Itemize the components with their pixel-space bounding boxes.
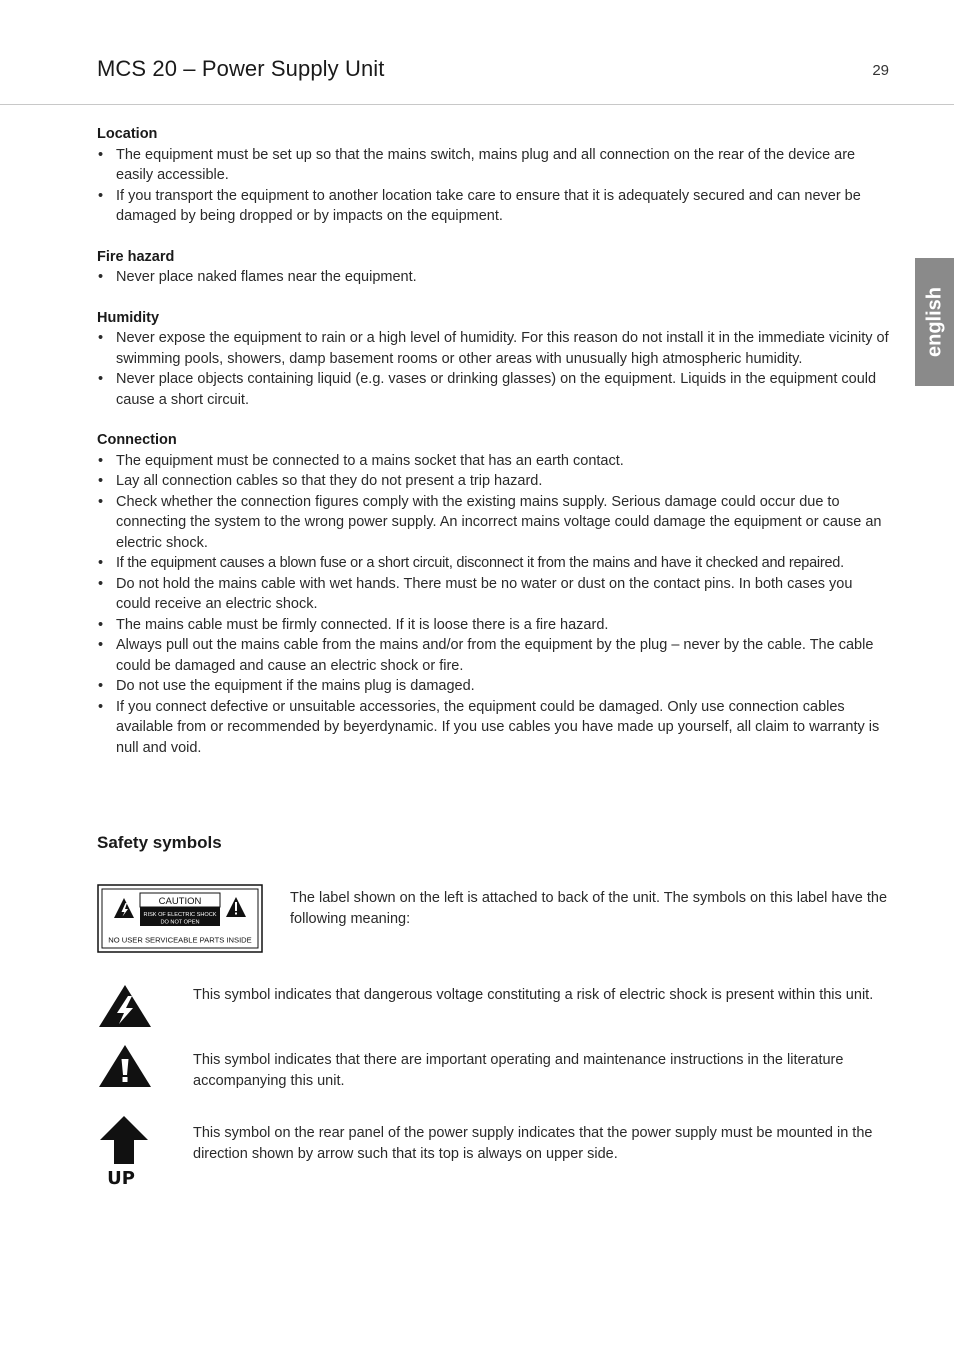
bullet-list	[97, 145, 889, 227]
list-item: • If you connect defective or unsuitable accessories, the equipment could be damaged. Only use connection cables available from or recommended by beyerdynamic. If you use cables you have made up yourself, all claim to warranty is null and void.	[97, 697, 889, 759]
section-heading: Connection	[97, 432, 177, 448]
list-item: • The equipment must be connected to a mains socket that has an earth contact.	[97, 451, 889, 472]
list-item: • If the equipment causes a blown fuse or a short circuit, disconnect it from the mains and have it checked and repaired.	[97, 553, 889, 574]
list-item: • The mains cable must be firmly connected. If it is loose there is a fire hazard.	[97, 615, 889, 636]
section-heading: Fire hazard	[97, 248, 175, 265]
bullet-list	[97, 328, 889, 410]
safety-instructions	[97, 124, 889, 778]
risk-text: RISK OF ELECTRIC SHOCK	[143, 912, 217, 918]
list-item: • The equipment must be set up so that the mains switch, mains plug and all connection on the rear of the device are easily accessible.	[97, 145, 889, 186]
list-item: • Never place objects containing liquid (e.g. vases or drinking glasses) on the equipment. Liquids in the equipment could cause a short circuit.	[97, 369, 889, 410]
label-footer-text: NO USER SERVICEABLE PARTS INSIDE	[108, 935, 252, 945]
list-item: • Never place naked flames near the equipment.	[97, 267, 889, 288]
caution-text: CAUTION	[158, 896, 202, 907]
symbol-description: This symbol indicates that there are important operating and maintenance instructions in the literature accompanying this unit.	[193, 1052, 844, 1089]
list-item: • Always pull out the mains cable from the mains and/or from the equipment by the plug – never by the cable. The cable could be damaged and cause an electric shock or fire.	[97, 635, 889, 676]
list-item: • Do not hold the mains cable with wet hands. There must be no water or dust on the contact pins. In both cases you could receive an electric shock.	[97, 574, 889, 615]
list-item: • Do not use the equipment if the mains plug is damaged.	[97, 676, 889, 697]
language-tab-label: english	[923, 286, 945, 358]
list-item: • If you transport the equipment to another location take care to ensure that it is adequately secured and can never be damaged by being dropped or by impacts on the equipment.	[97, 186, 889, 227]
do-not-open-text: DO NOT OPEN	[160, 919, 200, 926]
lightning-warning-icon	[98, 984, 152, 1028]
bullet-list	[97, 267, 889, 288]
language-tab	[915, 258, 954, 386]
page-title: MCS 20 – Power Supply Unit	[97, 56, 385, 81]
bullet-list	[97, 451, 889, 759]
section-location	[97, 124, 889, 227]
list-item: • Never expose the equipment to rain or a high level of humidity. For this reason do not install it in the immediate vicinity of swimming pools, showers, damp basement rooms or other areas with unusually high atmospheric humidity.	[97, 328, 889, 369]
label-description: The label shown on the left is attached to back of the unit. The symbols on this label have the following meaning:	[290, 890, 888, 927]
section-humidity	[97, 308, 889, 411]
header-divider	[0, 104, 954, 105]
safety-symbols-heading: Safety symbols	[97, 833, 222, 852]
page-number: 29	[872, 62, 889, 79]
list-item: • Lay all connection cables so that they do not present a trip hazard.	[97, 471, 889, 492]
symbol-description: This symbol on the rear panel of the power supply indicates that the power supply must be mounted in the direction shown by arrow such that its top is always on upper side.	[193, 1125, 873, 1162]
up-arrow-icon	[98, 1115, 152, 1187]
exclamation-warning-icon	[98, 1044, 152, 1088]
symbol-description: This symbol indicates that dangerous voltage constituting a risk of electric shock is present within this unit.	[193, 987, 874, 1003]
list-item: • Check whether the connection figures comply with the existing mains supply. Serious damage could occur due to connecting the system to the wrong power supply. An incorrect mains voltage could damage the equipment or cause an electric shock.	[97, 492, 889, 554]
up-label: UP	[107, 1168, 135, 1187]
section-fire-hazard	[97, 247, 889, 288]
section-heading: Humidity	[97, 309, 160, 326]
caution-label-image	[97, 884, 263, 954]
section-heading: Location	[97, 126, 158, 142]
section-connection	[97, 430, 889, 758]
